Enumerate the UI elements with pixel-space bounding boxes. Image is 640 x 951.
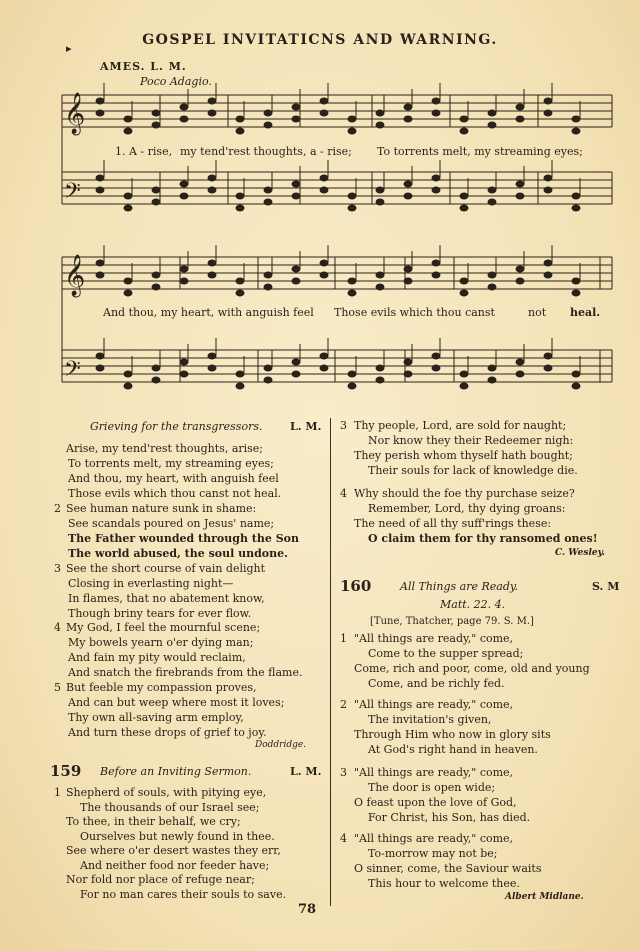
stanza-line: Come, rich and poor, come, old and young <box>354 662 590 675</box>
note-head <box>152 187 160 193</box>
note-head <box>572 278 580 284</box>
note-head <box>292 278 300 284</box>
note-head <box>292 266 300 272</box>
hymn-159-title: Before an Inviting Sermon. <box>100 765 252 778</box>
note-head <box>292 104 300 110</box>
stanza-line: My God, I feel the mournful scene; <box>66 621 261 634</box>
note-head <box>180 104 188 110</box>
note-head <box>208 98 216 104</box>
note-head <box>292 193 300 199</box>
note-head <box>264 187 272 193</box>
note-head <box>572 193 580 199</box>
stanza-number: 4 <box>340 832 347 845</box>
note-head <box>404 181 412 187</box>
note-head <box>544 175 552 181</box>
note-head <box>432 353 440 359</box>
note-head <box>264 272 272 278</box>
stanza-number: 2 <box>340 698 347 711</box>
stanza-line: Ourselves but newly found in thee. <box>80 829 275 843</box>
note-head <box>404 193 412 199</box>
note-head <box>236 290 244 296</box>
stanza-line: For Christ, his Son, has died. <box>368 811 531 824</box>
note-head <box>572 290 580 296</box>
note-head <box>460 205 468 211</box>
note-head <box>180 266 188 272</box>
stanza-line: But feeble my compassion proves, <box>66 681 257 694</box>
note-head <box>544 98 552 104</box>
note-head <box>572 128 580 134</box>
stanza-number: 1 <box>54 786 61 799</box>
stanza-line: "All things are ready," come, <box>354 766 514 779</box>
hymn-160-title: All Things are Ready. <box>400 580 519 593</box>
note-head <box>488 284 496 290</box>
note-head <box>96 353 104 359</box>
note-head <box>488 110 496 116</box>
stanza-line: Through Him who now in glory sits <box>354 728 551 741</box>
note-head <box>208 110 216 116</box>
note-head <box>292 116 300 122</box>
note-head <box>180 193 188 199</box>
stanza-line: See scandals poured on Jesus' name; <box>68 517 275 530</box>
note-head <box>460 278 468 284</box>
note-head <box>124 290 132 296</box>
note-head <box>544 187 552 193</box>
note-head <box>96 110 104 116</box>
music-lyric-2d: heal. <box>570 306 601 319</box>
stanza-number: 1 <box>340 632 347 645</box>
note-head <box>544 110 552 116</box>
note-head <box>152 199 160 205</box>
column-divider <box>330 418 331 906</box>
music-lyric-2c: not <box>528 306 547 319</box>
hymn-160-author: Albert Midlane. <box>505 892 584 902</box>
stanza-line: Closing in everlasting night— <box>68 577 234 590</box>
stanza-line: The door is open wide; <box>368 781 496 794</box>
note-head <box>292 359 300 365</box>
stanza-number: 4 <box>340 487 347 500</box>
note-head <box>404 359 412 365</box>
music-lyric-1b: my tend'rest thoughts, a - rise; <box>180 145 352 158</box>
music-lyric-2a: And thou, my heart, with anguish feel <box>103 306 314 319</box>
note-head <box>292 371 300 377</box>
note-head <box>96 98 104 104</box>
note-head <box>208 365 216 371</box>
note-head <box>348 128 356 134</box>
hymn-159-meter: L. M. <box>290 765 322 778</box>
note-head <box>488 199 496 205</box>
note-head <box>516 359 524 365</box>
note-head <box>432 98 440 104</box>
note-head <box>152 365 160 371</box>
note-head <box>208 175 216 181</box>
stanza-number: 2 <box>54 502 61 515</box>
note-head <box>460 371 468 377</box>
note-head <box>236 128 244 134</box>
left-hymn-author: Doddridge. <box>255 740 307 750</box>
stanza-line: "All things are ready," come, <box>354 632 514 645</box>
note-head <box>376 272 384 278</box>
note-head <box>124 116 132 122</box>
note-head <box>264 365 272 371</box>
note-head <box>376 122 384 128</box>
hymn-160-ref: Matt. 22. 4. <box>440 598 506 611</box>
note-head <box>236 193 244 199</box>
note-head <box>320 98 328 104</box>
note-head <box>460 383 468 389</box>
note-head <box>348 116 356 122</box>
note-head <box>208 353 216 359</box>
note-head <box>152 377 160 383</box>
stanza-line: Arise, my tend'rest thoughts, arise; <box>66 442 264 455</box>
note-head <box>96 365 104 371</box>
note-head <box>264 284 272 290</box>
note-head <box>236 371 244 377</box>
music-lyric-1a: 1. A - rise, <box>115 145 173 158</box>
stanza-line: Thy own all-saving arm employ, <box>68 711 244 724</box>
stanza-line: Come, and be richly fed. <box>368 677 505 690</box>
note-head <box>320 365 328 371</box>
stanza-line: This hour to welcome thee. <box>368 877 520 890</box>
note-head <box>264 110 272 116</box>
note-head <box>376 377 384 383</box>
note-head <box>404 266 412 272</box>
note-head <box>264 122 272 128</box>
note-head <box>460 128 468 134</box>
stanza-line: To torrents melt, my streaming eyes; <box>68 457 274 470</box>
note-head <box>572 205 580 211</box>
note-head <box>152 122 160 128</box>
note-head <box>124 205 132 211</box>
note-head <box>236 205 244 211</box>
music-lyric-1c: To torrents melt, my streaming eyes; <box>377 145 583 158</box>
note-head <box>96 175 104 181</box>
note-head <box>488 377 496 383</box>
note-head <box>320 110 328 116</box>
note-head <box>432 187 440 193</box>
note-head <box>488 272 496 278</box>
note-head <box>460 193 468 199</box>
stanza-line: O sinner, come, the Saviour waits <box>354 862 542 875</box>
page-header: GOSPEL INVITATICNS AND WARNING. <box>142 32 498 48</box>
note-head <box>124 371 132 377</box>
stanza-line: See where o'er desert wastes they err, <box>66 844 281 857</box>
note-head <box>516 116 524 122</box>
stanza-number: 4 <box>54 621 61 634</box>
note-head <box>572 383 580 389</box>
stanza-number: 5 <box>54 681 61 694</box>
pointer-mark: ▸ <box>66 42 72 55</box>
hymn-160-meter: S. M <box>592 580 620 593</box>
stanza-line: My bowels yearn o'er dying man; <box>68 636 254 649</box>
stanza-line: They perish whom thyself hath bought; <box>354 449 573 462</box>
note-head <box>376 284 384 290</box>
stanza-line: To-morrow may not be; <box>368 847 498 860</box>
note-head <box>236 278 244 284</box>
note-head <box>516 278 524 284</box>
stanza-number: 3 <box>54 562 61 575</box>
note-head <box>376 187 384 193</box>
note-head <box>180 278 188 284</box>
stanza-line: And thou, my heart, with anguish feel <box>68 472 279 485</box>
hymn-159-number: 159 <box>50 762 82 780</box>
stanza-line: Nor fold nor place of refuge near; <box>66 873 255 886</box>
stanza-line: And snatch the firebrands from the flame. <box>68 666 303 679</box>
stanza-line: See the short course of vain delight <box>66 562 266 575</box>
note-head <box>516 193 524 199</box>
note-head <box>180 181 188 187</box>
stanza-number: 3 <box>340 766 347 779</box>
note-head <box>348 278 356 284</box>
left-hymn-meter: L. M. <box>290 420 322 433</box>
note-head <box>488 122 496 128</box>
note-head <box>432 175 440 181</box>
note-head <box>180 359 188 365</box>
stanza-line: Come to the supper spread; <box>368 647 524 660</box>
note-head <box>404 371 412 377</box>
note-head <box>348 290 356 296</box>
stanza-line: O feast upon the love of God, <box>354 796 517 809</box>
stanza-line: The invitation's given, <box>368 713 492 726</box>
note-head <box>516 371 524 377</box>
note-head <box>96 272 104 278</box>
tempo-marking: Poco Adagio. <box>140 75 212 88</box>
stanza-line: Nor know they their Redeemer nigh: <box>368 434 574 447</box>
note-head <box>124 193 132 199</box>
note-head <box>432 260 440 266</box>
tune-name: AMES. L. M. <box>100 60 187 73</box>
note-head <box>320 175 328 181</box>
note-head <box>236 116 244 122</box>
note-head <box>96 260 104 266</box>
stanza-line: The Father wounded through the Son <box>68 532 299 545</box>
note-head <box>404 104 412 110</box>
note-head <box>124 383 132 389</box>
bass-clef-icon: 𝄢 <box>64 179 81 209</box>
note-head <box>572 371 580 377</box>
stanza-line: To thee, in their behalf, we cry; <box>66 815 241 828</box>
stanza-line: "All things are ready," come, <box>354 832 514 845</box>
note-head <box>208 272 216 278</box>
note-head <box>208 187 216 193</box>
stanza-line: For no man cares their souls to save. <box>80 887 287 901</box>
stanza-line: Remember, Lord, thy dying groans: <box>368 502 566 515</box>
note-head <box>348 371 356 377</box>
stanza-line: Their souls for lack of knowledge die. <box>368 464 578 477</box>
stanza-line: The thousands of our Israel see; <box>80 800 260 814</box>
stanza-line: Though briny tears for ever flow. <box>68 607 252 620</box>
note-head <box>404 116 412 122</box>
note-head <box>432 110 440 116</box>
stanza-line: And turn these drops of grief to joy. <box>68 726 267 739</box>
note-head <box>320 353 328 359</box>
note-head <box>320 260 328 266</box>
note-head <box>124 278 132 284</box>
note-head <box>320 187 328 193</box>
note-head <box>516 181 524 187</box>
note-head <box>488 365 496 371</box>
stanza-line: Why should the foe thy purchase seize? <box>354 487 575 500</box>
hymn-160-tune-note: [Tune, Thatcher, page 79. S. M.] <box>370 616 534 627</box>
note-head <box>376 110 384 116</box>
stanza-line: The need of all thy suff'rings these: <box>354 517 552 530</box>
note-head <box>152 110 160 116</box>
note-head <box>460 290 468 296</box>
stanza-line: At God's right hand in heaven. <box>368 743 538 756</box>
note-head <box>544 365 552 371</box>
note-head <box>488 187 496 193</box>
note-head <box>180 116 188 122</box>
stanza-line: "All things are ready," come, <box>354 698 514 711</box>
note-head <box>152 284 160 290</box>
left-hymn-title: Grieving for the transgressors. <box>90 420 263 433</box>
note-head <box>376 365 384 371</box>
treble-clef-icon: 𝄞 <box>64 255 86 296</box>
stanza-line: And fain my pity would reclaim, <box>68 651 246 664</box>
note-head <box>544 272 552 278</box>
note-head <box>432 272 440 278</box>
music-lyric-2b: Those evils which thou canst <box>334 306 495 319</box>
note-head <box>376 199 384 205</box>
stanza-number: 3 <box>340 419 347 432</box>
note-head <box>96 187 104 193</box>
page-number: 78 <box>298 902 317 917</box>
note-head <box>544 260 552 266</box>
note-head <box>404 278 412 284</box>
stanza-line: The world abused, the soul undone. <box>68 547 288 560</box>
note-head <box>572 116 580 122</box>
note-head <box>516 104 524 110</box>
note-head <box>320 272 328 278</box>
note-head <box>236 383 244 389</box>
note-head <box>460 116 468 122</box>
note-head <box>544 353 552 359</box>
note-head <box>348 205 356 211</box>
note-head <box>264 199 272 205</box>
note-head <box>516 266 524 272</box>
bass-clef-icon: 𝄢 <box>64 357 81 387</box>
treble-clef-icon: 𝄞 <box>64 93 86 134</box>
stanza-line: Shepherd of souls, with pitying eye, <box>66 786 267 799</box>
stanza-line: See human nature sunk in shame: <box>66 502 257 515</box>
stanza-line: And can but weep where most it loves; <box>68 696 285 709</box>
stanza-line: O claim them for thy ransomed ones! <box>368 532 598 545</box>
note-head <box>292 181 300 187</box>
stanza-line: Thy people, Lord, are sold for naught; <box>354 419 567 432</box>
note-head <box>124 128 132 134</box>
note-head <box>348 193 356 199</box>
right-hymn-author: C. Wesley. <box>555 548 605 558</box>
note-head <box>152 272 160 278</box>
note-head <box>264 377 272 383</box>
music-score <box>0 0 640 400</box>
hymn-160-number: 160 <box>340 577 372 595</box>
stanza-line: Those evils which thou canst not heal. <box>68 487 282 500</box>
stanza-line: And neither food nor feeder have; <box>80 858 270 872</box>
note-head <box>348 383 356 389</box>
stanza-line: In flames, that no abatement know, <box>68 592 265 605</box>
note-head <box>432 365 440 371</box>
note-head <box>180 371 188 377</box>
note-head <box>208 260 216 266</box>
